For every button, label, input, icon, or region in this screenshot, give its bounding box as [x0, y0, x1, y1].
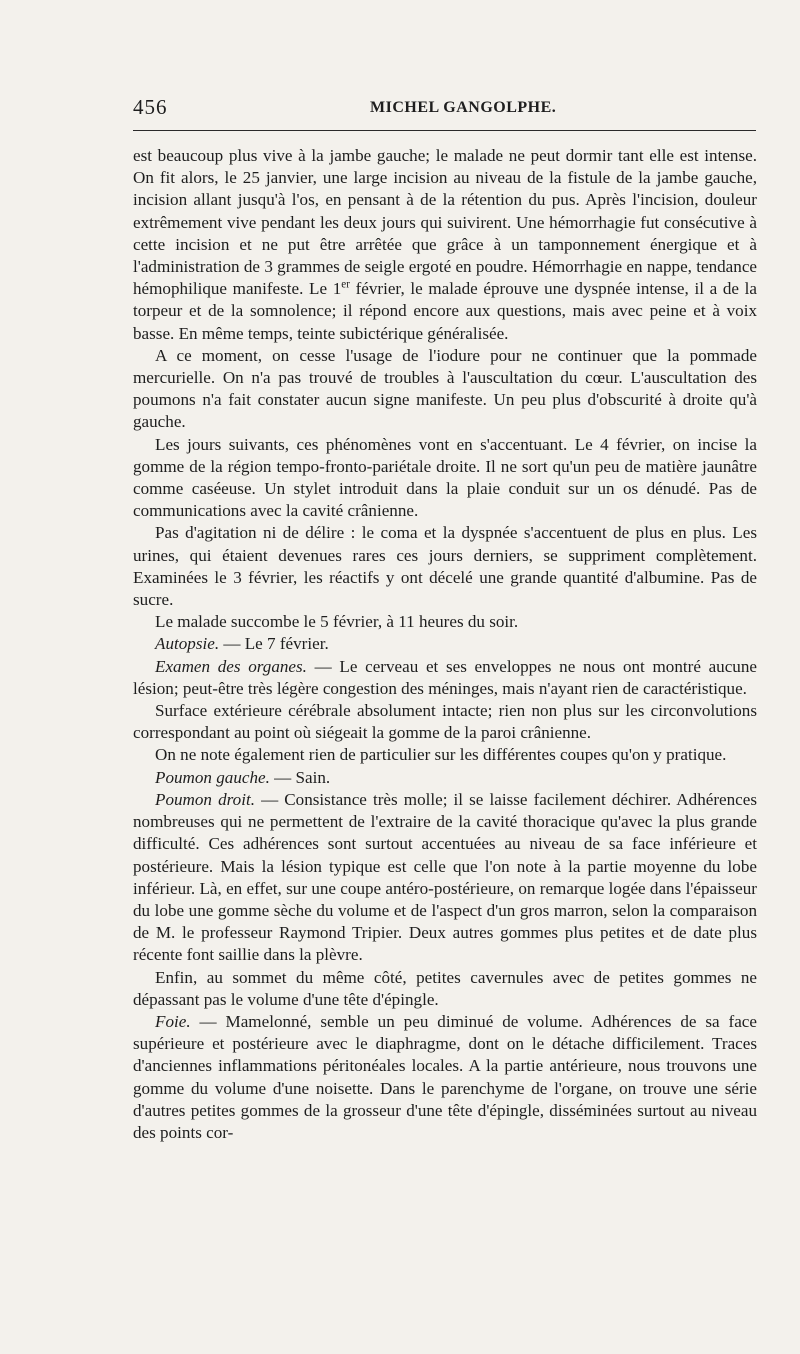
- page-number: 456: [133, 95, 168, 119]
- paragraph-12: Enfin, au sommet du même côté, petites cavernules avec de petites gommes ne dépassant pas le volume d'une tête d'épingle.: [133, 967, 757, 1009]
- paragraph-2: A ce moment, on cesse l'usage de l'iodure pour ne continuer que la pommade mercurielle. On n'a pas trouvé de troubles à l'auscultation du cœur. L'auscultation des poumons n'a fait constater aucun signe manifeste. Un peu plus d'obscurité à droite qu'à gauche.: [133, 345, 757, 432]
- header-rule: [133, 130, 756, 131]
- paragraph-1: est beaucoup plus vive à la jambe gauche; le malade ne peut dormir tant elle est intense. On fit alors, le 25 janvier, une large incision au niveau de la fistule de la jambe gauche, incision allant jusqu'à l'os, en pensant à de la rétention du pus. Après l'incision, douleur extrêmement vive pendant les deux jours qui suivirent. Une hémorrhagie fut consécutive à cette incision et ne put être arrêtée que grâce à un tamponnement énergique et à l'administration de 3 grammes de seigle ergoté en poudre. Hémorrhagie en nappe, tendance hémophilique manifeste. Le 1er février, le malade éprouve une dyspnée intense, il a de la torpeur et de la somnolence; il répond encore aux questions, mais avec peine et à voix basse. En même temps, teinte subictérique généralisée.: [133, 146, 757, 343]
- running-head: MICHEL GANGOLPHE.: [370, 99, 557, 116]
- paragraph-poumon-gauche: Poumon gauche. — Sain.: [155, 767, 331, 787]
- section-label: Examen des organes.: [155, 656, 307, 676]
- paragraph-examen: Examen des organes. — Le cerveau et ses enveloppes ne nous ont montré aucune lésion; peut-être très légère congestion des méninges, mais n'ayant rien de caractéristique.: [133, 656, 757, 698]
- paragraph-foie: Foie. — Mamelonné, semble un peu diminué de volume. Adhérences de sa face supérieure et postérieure avec le diaphragme, dont on le détache difficilement. Traces d'anciennes inflammations péritonéales locales. A la partie antérieure, nous trouvons une gomme du volume d'une noisette. Dans le parenchyme de l'organe, on trouve une série d'autres petites gommes de la grosseur d'une tête d'épingle, disséminées surtout au niveau des points cor-: [133, 1011, 757, 1142]
- paragraph-5: Le malade succombe le 5 février, à 11 heures du soir.: [155, 612, 519, 632]
- paragraph-3: Les jours suivants, ces phénomènes vont en s'accentuant. Le 4 février, on incise la gomme de la région tempo-fronto-pariétale droite. Il ne sort qu'un peu de matière jaunâtre comme caséeuse. Un stylet introduit dans la plaie conduit sur un os dénudé. Pas de communications avec la cavité crânienne.: [133, 434, 757, 521]
- page-header: [133, 95, 756, 123]
- paragraph-9: On ne note également rien de particulier sur les différentes coupes qu'on y pratique.: [155, 745, 727, 765]
- section-label: Foie.: [155, 1011, 191, 1031]
- paragraph-8: Surface extérieure cérébrale absolument intacte; rien non plus sur les circonvolutions correspondant au point où siégeait la gomme de la paroi crânienne.: [133, 701, 757, 743]
- section-label: Autopsie.: [155, 634, 220, 654]
- section-label: Poumon gauche.: [155, 767, 270, 787]
- paragraph-poumon-droit: Poumon droit. — Consistance très molle; il se laisse facilement déchirer. Adhérences nombreuses qui ne permettent de l'extraire de la cavité thoracique qu'avec la plus grande difficulté. Ces adhérences sont surtout accentuées au niveau de sa face inférieure et postérieure. Mais la lésion typique est celle que l'on note à la partie moyenne du lobe inférieur. Là, en effet, sur une coupe antéro-postérieure, on remarque logée dans l'épaisseur du lobe une gomme sèche du volume et de l'aspect d'un gros marron, selon la comparaison de M. le professeur Raymond Tripier. Deux autres gommes plus petites et de date plus récente font saillie dans la plèvre.: [133, 789, 757, 965]
- paragraph-4: Pas d'agitation ni de délire : le coma et la dyspnée s'accentuent de plus en plus. Les urines, qui étaient devenues rares ces jours derniers, se suppriment complètement. Examinées le 3 février, les réactifs y ont décelé une grande quantité d'albumine. Pas de sucre.: [133, 523, 757, 610]
- body-text: [133, 145, 757, 1144]
- section-label: Poumon droit.: [155, 789, 255, 809]
- paragraph-autopsie: Autopsie. — Le 7 février.: [155, 634, 329, 654]
